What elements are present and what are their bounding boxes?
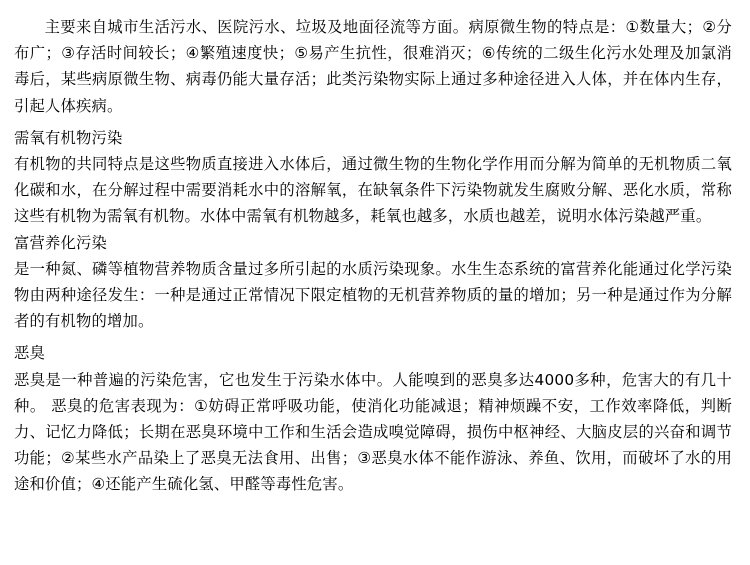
section-heading-eutrophication: 富营养化污染 xyxy=(14,233,107,252)
intro-paragraph: 主要来自城市生活污水、医院污水、垃圾及地面径流等方面。病原微生物的特点是：①数量大；②分布广；③存活时间较长；④繁殖速度快；⑤易产生抗性，很难消灭；⑥传统的二级生化污水处理及加氯消毒后，某些病原微生物、病毒仍能大量存活；此类污染物实际上通过多种途径进入人体，并在体内生存，引起人体疾病。 xyxy=(14,18,732,115)
oxygen-demand-paragraph: 有机物的共同特点是这些物质直接进入水体后，通过微生物的生物化学作用而分解为简单的无机物质二氧化碳和水，在分解过程中需要消耗水中的溶解氧，在缺氧条件下污染物就发生腐败分解、恶化水质，常称这些有机物为需氧有机物。水体中需氧有机物越多，耗氧也越多，水质也越差，说明水体污染越严重。 xyxy=(14,155,732,226)
odor-paragraph: 恶臭是一种普遍的污染危害，它也发生于污染水体中。人能嗅到的恶臭多达4000多种，危害大的有几十种。 恶臭的危害表现为：①妨碍正常呼吸功能，使消化功能减退；精神烦躁不安，工作效率降低，判断力、记忆力降低；长期在恶臭环境中工作和生活会造成嗅觉障碍，损伤中枢神经、大脑皮层的兴奋和调节功能；②某些水产品染上了恶臭无法食用、出售；③恶臭水体不能作游泳、养鱼、饮用，而破坏了水的用途和价值；④还能产生硫化氢、甲醛等毒性危害。 xyxy=(14,370,732,494)
eutrophication-paragraph: 是一种氮、磷等植物营养物质含量过多所引起的水质污染现象。水生生态系统的富营养化能通过化学污染物由两种途径发生：一种是通过正常情况下限定植物的无机营养物质的量的增加；另一种是通过作为分解者的有机物的增加。 xyxy=(14,259,732,331)
section-heading-oxygen-demand: 需氧有机物污染 xyxy=(14,128,123,147)
section-heading-odor: 恶臭 xyxy=(14,344,45,363)
